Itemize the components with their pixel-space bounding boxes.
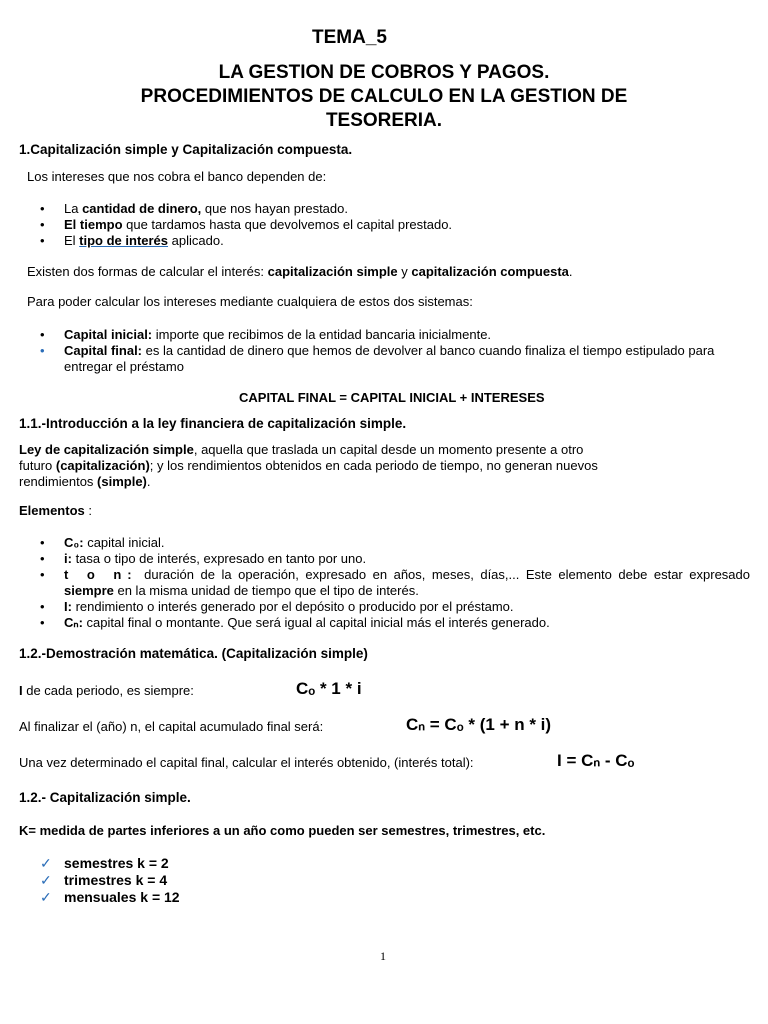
capital-formula: CAPITAL FINAL = CAPITAL INICIAL + INTERESES [239, 390, 545, 405]
para-poder-paragraph: Para poder calcular los intereses mediante cualquiera de estos dos sistemas: [27, 294, 473, 309]
eq2-text: Al finalizar el (año) n, el capital acumulado final será: [19, 719, 324, 734]
check-icon: ✓ [40, 855, 52, 871]
k-check-list [40, 855, 180, 906]
elementos-list [40, 535, 750, 631]
list-item: • El tipo de interés aplicado. [40, 233, 224, 248]
eq3-text: Una vez determinado el capital final, calcular el interés obtenido, (interés total): [19, 755, 474, 770]
list-item: • El tiempo que tardamos hasta que devolvemos el capital prestado. [40, 217, 453, 232]
list-item: ✓ mensuales k = 12 [40, 889, 180, 905]
elementos-label: Elementos : [19, 503, 92, 518]
title-line-2: PROCEDIMIENTOS DE CALCULO EN LA GESTION DE [140, 86, 628, 107]
list-item: • Capital final: es la cantidad de dinero que hemos de devolver al banco cuando finaliza el tiempo estipulado para entregar el préstamo [40, 343, 715, 374]
section-1-2b-heading: 1.2.- Capitalización simple. [19, 790, 191, 805]
ley-paragraph: Ley de capitalización simple, aquella que traslada un capital desde un momento presente a otro futuro (capitalización); y los rendimientos obtenidos en cada periodo de tiempo, no generan nuevos rendimientos (simple). [19, 442, 598, 489]
eq1-formula: Cₒ * 1 * i [296, 679, 362, 698]
bullet-icon: • [40, 615, 45, 630]
list-item: • C₀: capital inicial. [40, 535, 165, 550]
formas-paragraph: Existen dos formas de calcular el interés: capitalización simple y capitalización compuesta. [27, 264, 573, 279]
list-item: ✓ trimestres k = 4 [40, 872, 168, 888]
bullet-icon: • [40, 551, 45, 566]
check-icon: ✓ [40, 872, 52, 888]
check-icon: ✓ [40, 889, 52, 905]
section-1-heading: 1.Capitalización simple y Capitalización compuesta. [19, 142, 353, 157]
list-item: • i: tasa o tipo de interés, expresado en tanto por uno. [40, 551, 367, 566]
list-item: • I: rendimiento o interés generado por el depósito o producido por el préstamo. [40, 599, 514, 614]
title-line-1: LA GESTION DE COBROS Y PAGOS. [218, 62, 550, 83]
eq3-formula: I = Cₙ - Cₒ [557, 751, 635, 770]
title-line-3: TESORERIA. [325, 110, 443, 131]
bullet-icon: • [40, 327, 45, 342]
k-definition: K= medida de partes inferiores a un año como pueden ser semestres, trimestres, etc. [19, 823, 546, 838]
list-item: • Capital inicial: importe que recibimos de la entidad bancaria inicialmente. [40, 327, 492, 342]
bullet-icon: • [40, 535, 45, 550]
bullet-icon: • [40, 599, 45, 614]
section-1-intro: Los intereses que nos cobra el banco dependen de: [27, 169, 327, 184]
bullet-icon: • [40, 233, 45, 248]
list-item: • Cₙ: capital final o montante. Que será igual al capital inicial más el interés generado. [40, 615, 550, 630]
capital-list [40, 327, 750, 375]
tema-label: TEMA_5 [312, 27, 387, 48]
eq2-formula: Cₙ = Cₒ * (1 + n * i) [406, 715, 552, 734]
eq1-text: I de cada periodo, es siempre: [19, 683, 194, 698]
bullet-icon: • [40, 343, 45, 358]
bullet-icon: • [40, 567, 45, 582]
list-item: ✓ semestres k = 2 [40, 855, 169, 871]
list-item: • t o n: duración de la operación, expresado en años, meses, días,... Este elemento debe estar expresado siempre en la misma unidad de tiempo que el tipo de interés. [40, 567, 750, 598]
bullet-icon: • [40, 201, 45, 216]
section-1-2-heading: 1.2.-Demostración matemática. (Capitalización simple) [19, 646, 368, 661]
page-number: 1 [380, 949, 386, 963]
bullet-icon: • [40, 217, 45, 232]
list-item: • La cantidad de dinero, que nos hayan prestado. [40, 201, 348, 216]
section-1-1-heading: 1.1.-Introducción a la ley financiera de capitalización simple. [19, 416, 407, 431]
factors-list [40, 201, 452, 249]
